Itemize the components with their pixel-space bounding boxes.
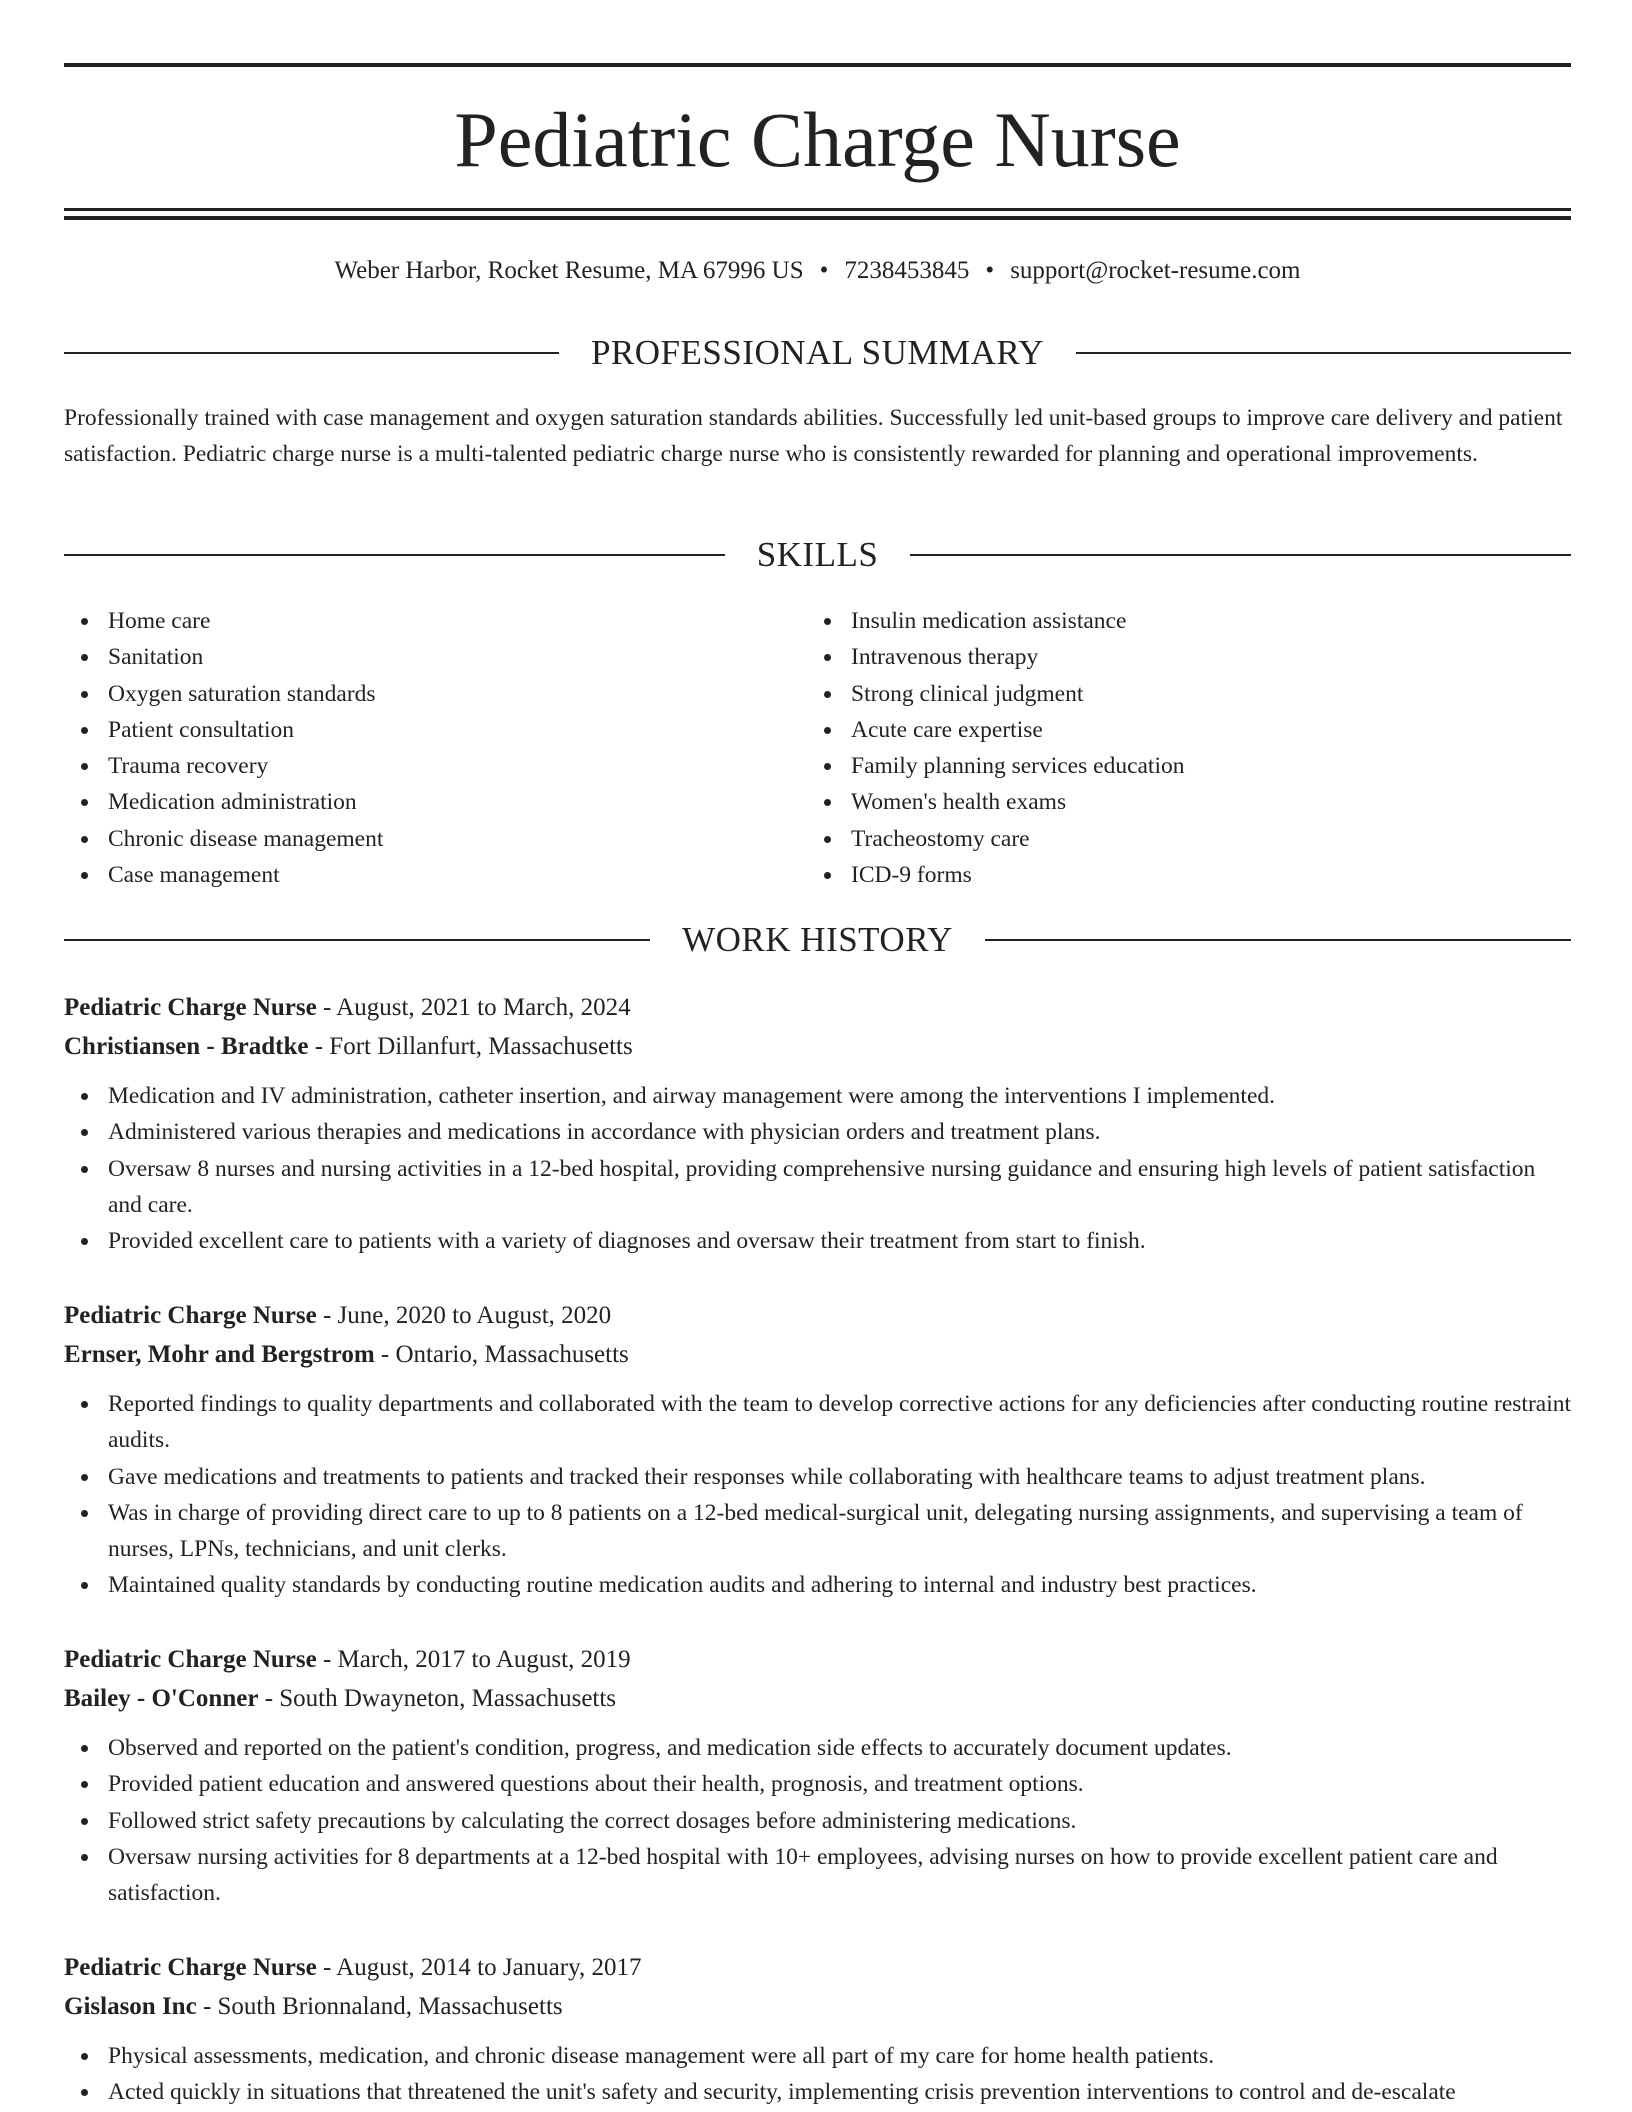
job-bullet: Physical assessments, medication, and chronic disease management were all part of my care for home health patients. — [108, 2038, 1571, 2074]
job-entry — [64, 1948, 1571, 2111]
job-bullet: Oversaw nursing activities for 8 departments at a 12-bed hospital with 10+ employees, advising nurses on how to provide excellent patient care and satisfaction. — [108, 1839, 1571, 1912]
heading-rule — [985, 939, 1571, 941]
skill-item: Home care — [108, 603, 807, 639]
job-bullet: Gave medications and treatments to patients and tracked their responses while collaborating with healthcare teams to adjust treatment plans. — [108, 1459, 1571, 1495]
contact-email: support@rocket-resume.com — [1010, 257, 1301, 284]
job-company: Gislason Inc — [64, 1993, 197, 2020]
job-company-line — [64, 1027, 1571, 1066]
job-title-line — [64, 1948, 1571, 1987]
job-bullet: Administered various therapies and medications in accordance with physician orders and treatment plans. — [108, 1114, 1571, 1150]
title-double-rule — [64, 208, 1571, 220]
job-entry — [64, 1640, 1571, 1911]
job-bullets — [64, 1386, 1571, 1604]
job-bullets — [64, 1078, 1571, 1259]
job-bullet: Followed strict safety precautions by calculating the correct dosages before administering medications. — [108, 1803, 1571, 1839]
job-title-line — [64, 1640, 1571, 1679]
job-bullet: Provided patient education and answered questions about their health, prognosis, and treatment options. — [108, 1766, 1571, 1802]
resume-title: Pediatric Charge Nurse — [454, 96, 1181, 183]
skill-item: Patient consultation — [108, 712, 807, 748]
job-bullet: Provided excellent care to patients with a variety of diagnoses and oversaw their treatment from start to finish. — [108, 1223, 1571, 1259]
skill-item: Case management — [108, 857, 807, 893]
skill-item: Acute care expertise — [851, 712, 1550, 748]
contact-separator: • — [985, 257, 995, 284]
job-location: - Ontario, Massachusetts — [374, 1341, 629, 1368]
heading-rule — [64, 939, 650, 941]
job-bullet: Maintained quality standards by conducting routine medication audits and adhering to internal and industry best practices. — [108, 1567, 1571, 1603]
contact-separator: • — [819, 257, 829, 284]
heading-rule — [64, 554, 725, 556]
job-title: Pediatric Charge Nurse — [64, 1646, 317, 1673]
job-title: Pediatric Charge Nurse — [64, 1302, 317, 1329]
job-company: Christiansen - Bradtke — [64, 1033, 309, 1060]
section-title: WORK HISTORY — [682, 920, 953, 959]
heading-rule — [64, 352, 559, 354]
skill-item: Tracheostomy care — [851, 821, 1550, 857]
job-title-line — [64, 988, 1571, 1027]
contact-line — [64, 254, 1571, 288]
job-company-line — [64, 1679, 1571, 1718]
job-company-line — [64, 1335, 1571, 1374]
skill-item: Sanitation — [108, 639, 807, 675]
section-heading-summary — [64, 331, 1571, 375]
job-entry — [64, 1296, 1571, 1604]
section-title: PROFESSIONAL SUMMARY — [590, 333, 1045, 372]
job-dates: - March, 2017 to August, 2019 — [316, 1646, 631, 1673]
contact-phone: 7238453845 — [844, 257, 970, 284]
job-bullet: Oversaw 8 nurses and nursing activities in a 12-bed hospital, providing comprehensive nursing guidance and ensuring high levels of patient satisfaction and care. — [108, 1151, 1571, 1224]
job-location: - Fort Dillanfurt, Massachusetts — [308, 1033, 633, 1060]
section-heading-skills — [64, 533, 1571, 577]
job-title-line — [64, 1296, 1571, 1335]
job-dates: - August, 2021 to March, 2024 — [316, 994, 631, 1021]
job-dates: - June, 2020 to August, 2020 — [316, 1302, 612, 1329]
skills-list-right — [807, 603, 1550, 893]
skill-item: Insulin medication assistance — [851, 603, 1550, 639]
job-bullets — [64, 1730, 1571, 1911]
section-heading-work-history — [64, 918, 1571, 962]
skills-list-left — [64, 603, 807, 893]
job-title: Pediatric Charge Nurse — [64, 994, 317, 1021]
section-title: SKILLS — [756, 535, 879, 574]
job-bullet: Medication and IV administration, catheter insertion, and airway management were among the interventions I implemented. — [108, 1078, 1571, 1114]
skill-item: Medication administration — [108, 784, 807, 820]
job-company: Ernser, Mohr and Bergstrom — [64, 1341, 375, 1368]
job-bullet: Reported findings to quality departments and collaborated with the team to develop corrective actions for any deficiencies after conducting routine restraint audits. — [108, 1386, 1571, 1459]
job-location: - South Brionnaland, Massachusetts — [196, 1993, 563, 2020]
job-title: Pediatric Charge Nurse — [64, 1954, 317, 1981]
contact-address: Weber Harbor, Rocket Resume, MA 67996 US — [334, 257, 804, 284]
job-location: - South Dwayneton, Massachusetts — [258, 1685, 617, 1712]
skill-item: Oxygen saturation standards — [108, 676, 807, 712]
top-rule — [64, 63, 1571, 67]
skill-item: Women's health exams — [851, 784, 1550, 820]
job-company: Bailey - O'Conner — [64, 1685, 259, 1712]
skill-item: Chronic disease management — [108, 821, 807, 857]
job-entry — [64, 988, 1571, 1259]
heading-rule — [1076, 352, 1571, 354]
skill-item: ICD-9 forms — [851, 857, 1550, 893]
job-bullet: Acted quickly in situations that threatened the unit's safety and security, implementing crisis prevention interventions to control and de-escalate — [108, 2074, 1571, 2110]
job-bullets — [64, 2038, 1571, 2111]
job-dates: - August, 2014 to January, 2017 — [316, 1954, 642, 1981]
skills-columns — [64, 603, 1571, 893]
skill-item: Strong clinical judgment — [851, 676, 1550, 712]
skill-item: Intravenous therapy — [851, 639, 1550, 675]
job-bullet: Was in charge of providing direct care to up to 8 patients on a 12-bed medical-surgical unit, delegating nursing assignments, and supervising a team of nurses, LPNs, technicians, and unit clerks. — [108, 1495, 1571, 1568]
summary-text: Professionally trained with case management and oxygen saturation standards abilities. Successfully led unit-based groups to improve care delivery and patient satisfaction. Pediatric charge nurse is a multi-talented pediatric charge nurse who is consistently rewarded for planning and operational improvements. — [64, 405, 1563, 467]
job-bullet: Observed and reported on the patient's condition, progress, and medication side effects to accurately document updates. — [108, 1730, 1571, 1766]
heading-rule — [910, 554, 1571, 556]
job-company-line — [64, 1987, 1571, 2026]
skill-item: Trauma recovery — [108, 748, 807, 784]
skill-item: Family planning services education — [851, 748, 1550, 784]
